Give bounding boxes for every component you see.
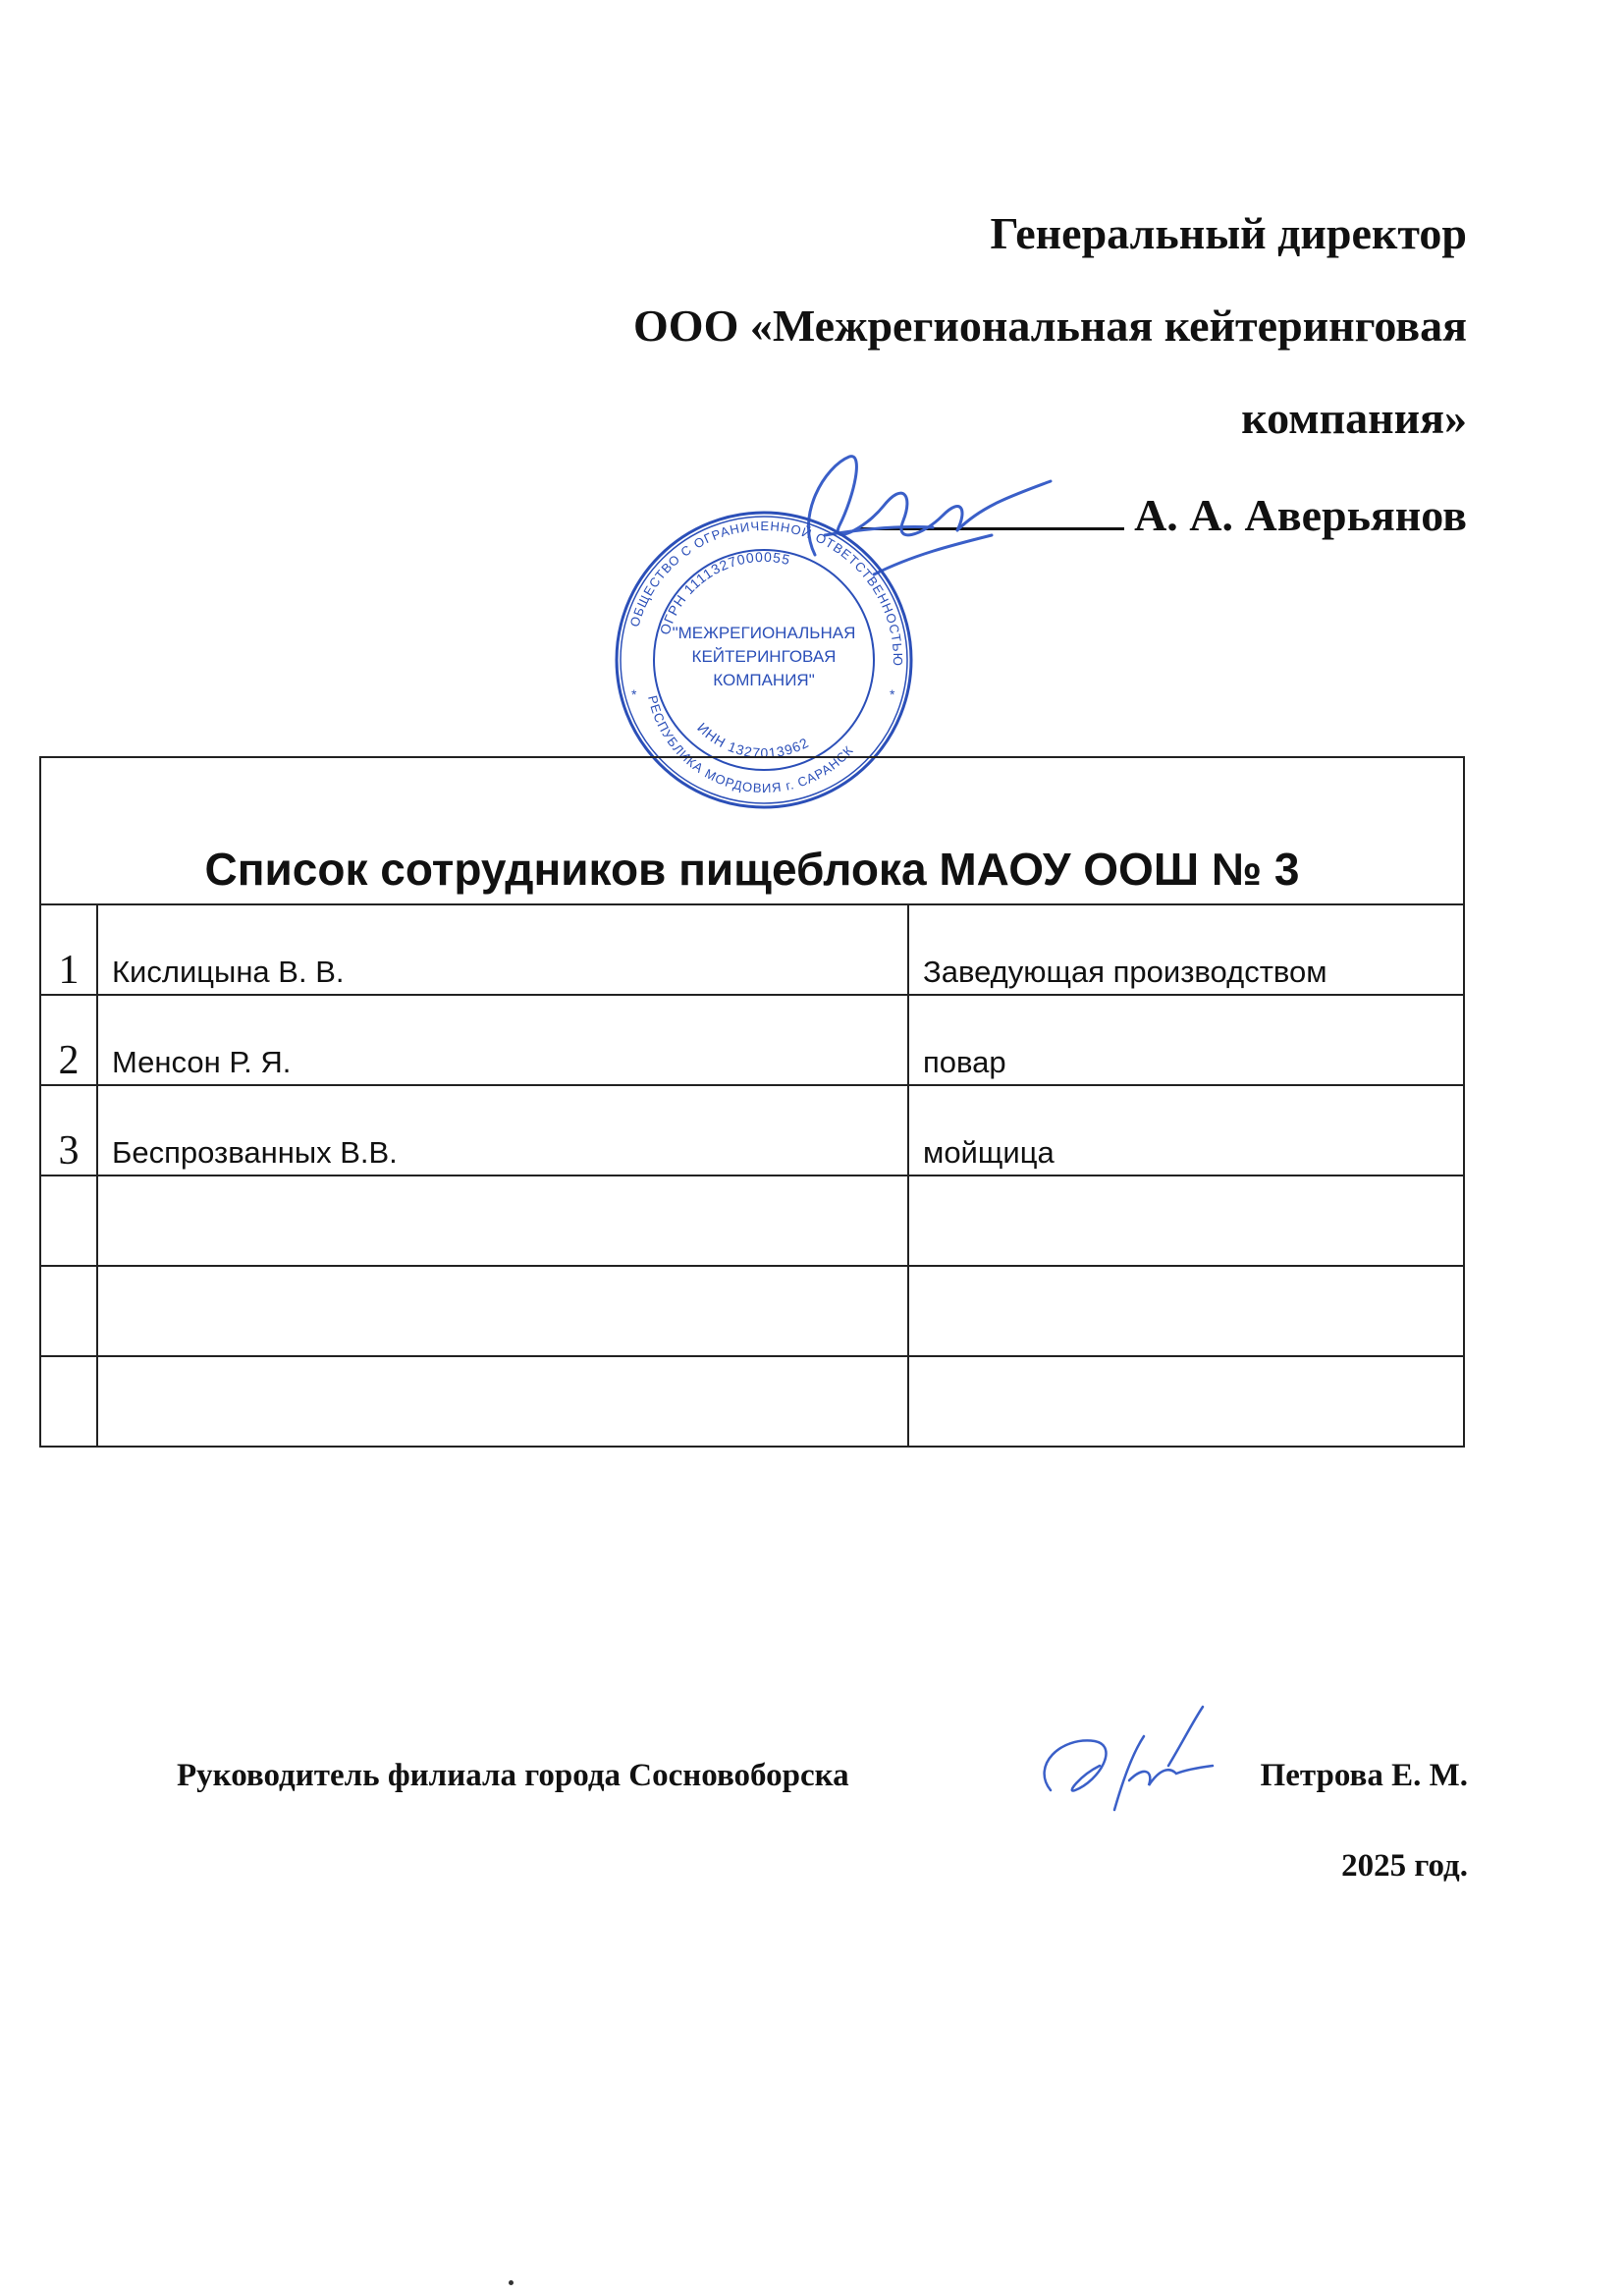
stamp-center-line1: "МЕЖРЕГИОНАЛЬНАЯ <box>672 624 856 642</box>
table-row <box>40 995 1464 1085</box>
stamp-outer-text: ОБЩЕСТВО С ОГРАНИЧЕННОЙ ОТВЕТСТВЕННОСТЬЮ <box>626 518 906 667</box>
employee-role: повар <box>908 995 1464 1085</box>
employee-name <box>97 1356 908 1447</box>
svg-text:*: * <box>631 686 637 702</box>
table-row <box>40 1175 1464 1266</box>
row-number <box>40 1356 97 1447</box>
row-number <box>40 1175 97 1266</box>
document-year: 2025 год. <box>1341 1848 1468 1884</box>
stamp-inn: ИНН 1327013962 <box>694 719 812 761</box>
svg-text:ИНН 1327013962 <box>694 720 811 761</box>
stamp-ogrn: ОГРН 1111327000055 <box>656 548 792 637</box>
row-number: 2 <box>40 995 97 1085</box>
employee-name: Беспрозванных В.В. <box>97 1085 908 1175</box>
approval-organization-cont: компания» <box>1241 393 1467 443</box>
svg-text:*: * <box>890 686 895 702</box>
table-row <box>40 904 1464 995</box>
branch-head-name: Петрова Е. М. <box>1260 1758 1468 1793</box>
employee-name: Менсон Р. Я. <box>97 995 908 1085</box>
employee-name <box>97 1175 908 1266</box>
employee-role: Заведующая производством <box>908 904 1464 995</box>
stamp-center-line2: КЕЙТЕРИНГОВАЯ <box>691 647 837 666</box>
row-number: 1 <box>40 904 97 995</box>
table-title-row <box>40 757 1464 904</box>
table-row <box>40 1356 1464 1447</box>
row-number <box>40 1266 97 1356</box>
employee-role <box>908 1356 1464 1447</box>
employee-role <box>908 1175 1464 1266</box>
approval-position: Генеральный директор <box>990 208 1467 258</box>
stamp-center-line3: КОМПАНИЯ" <box>713 671 815 689</box>
table-title: Список сотрудников пищеблока МАОУ ООШ № 3 <box>40 757 1464 904</box>
approval-signer: А. А. Аверьянов <box>1134 490 1467 540</box>
page-speck <box>509 2280 514 2285</box>
approval-organization: ООО «Межрегиональная кейтеринговая <box>633 301 1467 351</box>
branch-head-signature <box>1021 1697 1237 1825</box>
table-row <box>40 1266 1464 1356</box>
employee-role: мойщица <box>908 1085 1464 1175</box>
svg-text:ОБЩЕСТВО С ОГРАНИЧЕННОЙ ОТВЕТС <box>627 519 905 667</box>
table-row <box>40 1085 1464 1175</box>
stamp-bottom-text: РЕСПУБЛИКА МОРДОВИЯ г. САРАНСК <box>645 693 857 796</box>
branch-head-position: Руководитель филиала города Сосновоборска <box>177 1758 849 1793</box>
employee-role <box>908 1266 1464 1356</box>
staff-table <box>39 756 1465 1448</box>
employee-name: Кислицына В. В. <box>97 904 908 995</box>
employee-name <box>97 1266 908 1356</box>
row-number: 3 <box>40 1085 97 1175</box>
